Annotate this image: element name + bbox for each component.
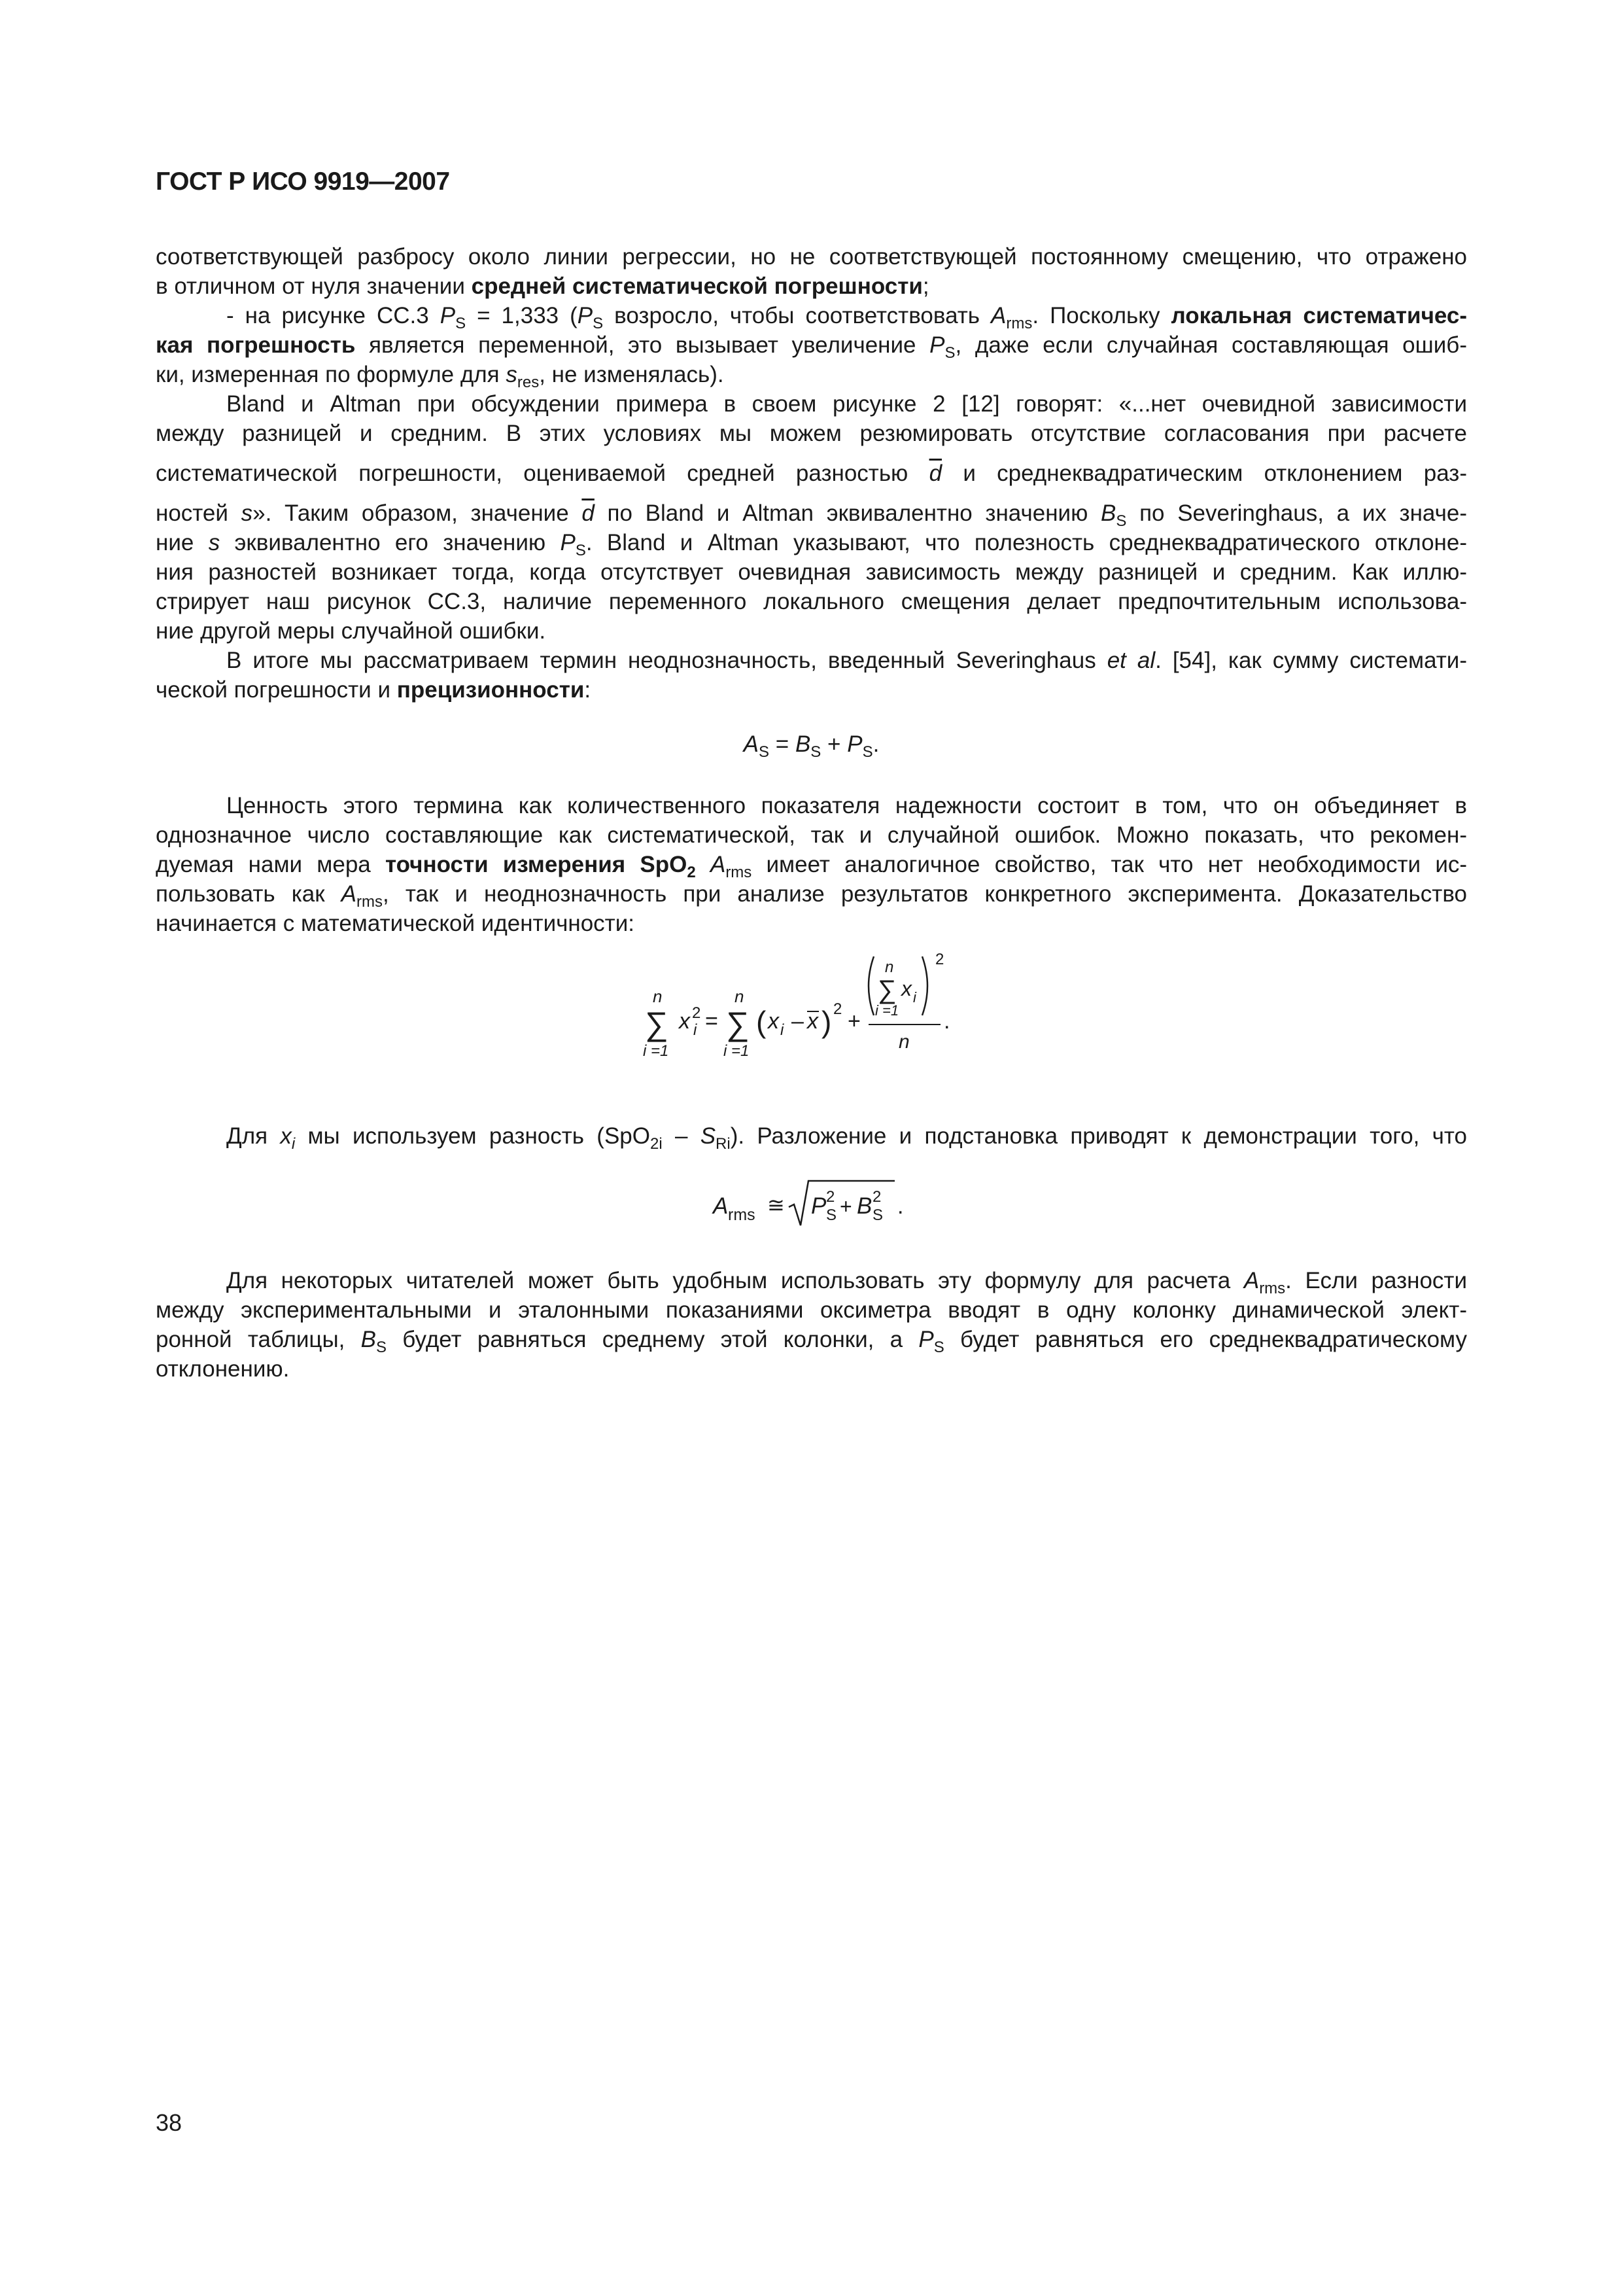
text-span: систематической погрешности, оцениваемой средней разностью (156, 461, 929, 486)
subscript: i (693, 1021, 697, 1039)
text-span: ния разностей возникает тогда, когда отсутствует очевидная зависимость между разницей и средним. Как иллю- (156, 559, 1467, 585)
operator: + (821, 731, 848, 757)
superscript: 2 (833, 1000, 842, 1018)
operator: = (769, 731, 795, 757)
bold-term: локальная систематичес- (1171, 303, 1468, 328)
text-span: ). Разложение и подстановка приводят к демонстрации того, что (730, 1123, 1467, 1149)
text-span: ностей (156, 500, 241, 526)
paragraph-line: ностей s». Таким образом, значение $\overline{d}$ по Bland и Altman эквивалентно значению $B_S$ по Severinghaus, а их значе- (156, 500, 1467, 530)
text-span: Для некоторых читателей может быть удобным использовать эту формулу для расчета (226, 1268, 1244, 1293)
var-B: B (1101, 500, 1116, 526)
big-paren-right (922, 956, 927, 1015)
text-span: , не изменялась). (539, 362, 724, 387)
text-span: стрирует наш рисунок СС.3, наличие переменного локального смещения делает предпочтительным использова- (156, 589, 1467, 614)
var-P: P (560, 530, 576, 555)
document-body (156, 242, 1467, 1384)
paragraph-line (156, 557, 1467, 587)
superscript: 2 (692, 1004, 701, 1022)
text-span: , даже если случайная составляющая ошиб- (955, 332, 1467, 358)
paragraph-line: ронной таблицы, $B_S$ будет равняться среднему этой колонки, а $P_S$ будет равняться его среднеквадратическому (156, 1327, 1467, 1356)
text-span: возросло, чтобы соответствовать (603, 303, 992, 328)
var-d-bar: $\overline{d}$ (929, 461, 942, 486)
paragraph-line (156, 272, 1467, 301)
text-span: = 1,333 ( (466, 303, 578, 328)
var-A: A (743, 731, 759, 757)
var-P: P (440, 303, 456, 328)
sigma-symbol: ∑ (878, 975, 897, 1004)
text-span: Ценность этого термина как количественного показателя надежности состоит в том, что он объединяет в (226, 793, 1467, 818)
text-span: ние (156, 530, 209, 555)
var-x: x (679, 1009, 690, 1034)
text-span: начинается с математической идентичности: (156, 911, 634, 936)
formula-ambiguity: $A_S = B_S + P_S$. (743, 731, 880, 761)
text-span: соответствующей разбросу около линии регрессии, но не соответствующей постоянному смещению, что отражено (156, 244, 1467, 270)
text-span: эквивалентно его значению (220, 530, 561, 555)
text-span: в отличном от нуля значении (156, 273, 472, 299)
paragraph-line (156, 791, 1467, 820)
text-span: Bland и Altman при обсуждении примера в своем рисунке 2 [12] говорят: «...нет очевидной зависимости (226, 391, 1467, 417)
text-span: однозначное число составляющие как систематической, так и случайной ошибок. Можно показать, что рекомен- (156, 822, 1467, 848)
sigma-upper-n: n (885, 958, 894, 976)
subscript: S (872, 1206, 884, 1224)
text-span: В итоге мы рассматриваем термин неоднозначность, введенный Severinghaus (226, 648, 1107, 673)
var-s: s (241, 500, 253, 526)
text-span: пользовать как (156, 881, 341, 907)
paragraph-line (156, 1121, 1467, 1151)
text-span: ние другой меры случайной ошибки. (156, 618, 546, 644)
text-span: будет равняться среднему этой колонки, а (387, 1327, 919, 1352)
paragraph-line: пользовать как $A_{rms}$, так и неоднозначность при анализе результатов конкретного эксперимента. Доказательство (156, 881, 1467, 911)
var-B: B (360, 1327, 376, 1352)
subscript: rms (1259, 1280, 1286, 1297)
paragraph-line (156, 360, 1467, 389)
document-header: ГОСТ Р ИСО 9919—2007 (156, 167, 450, 196)
paragraph-line: - на рисунке СС.3 $P_S = 1,333$ ($P_S$ возросло, чтобы соответствовать $A_{rms}$. Поскольку локальная систематичес- (226, 303, 1468, 332)
text-span: является переменной, это вызывает увеличение (355, 332, 930, 358)
subscript: rms (725, 864, 752, 881)
text-span: имеет аналогичное свойство, так что нет необходимости ис- (752, 852, 1468, 877)
subscript: 2 (687, 864, 696, 881)
period: . (897, 1194, 904, 1219)
text-span: между экспериментальными и эталонными показаниями оксиметра вводят в одну колонку динамической элект- (156, 1297, 1467, 1323)
var-B: B (795, 731, 811, 757)
subscript: i (780, 1021, 784, 1039)
formula-rms-svg (156, 1168, 1467, 1240)
paragraph-line (156, 459, 1467, 488)
text-span: . [54], как сумму системати- (1155, 648, 1468, 673)
bold-term: кая погрешность (156, 332, 356, 358)
var-B: B (857, 1193, 872, 1219)
paragraph-line (156, 646, 1467, 675)
var-x-bar: x (807, 1009, 818, 1034)
sigma-lower: i =1 (875, 1002, 899, 1019)
italic-text: et al (1107, 648, 1156, 673)
subscript: rms (728, 1206, 755, 1224)
paragraph-line: кая погрешность является переменной, это вызывает увеличение $P_S$, даже если случайная составляющая ошиб- (156, 332, 1467, 362)
subscript: S (455, 315, 466, 332)
text-span: отклонению. (156, 1356, 290, 1382)
var-A: A (1243, 1268, 1260, 1293)
subscript: S (1116, 512, 1127, 530)
var-x: x (768, 1009, 779, 1034)
text-span: - на рисунке СС.3 (226, 303, 440, 328)
var-P: P (847, 731, 863, 757)
paren-left: ( (756, 1005, 767, 1039)
var-S: S (700, 1123, 716, 1149)
sigma-upper-n: n (653, 987, 663, 1006)
subscript: Ri (716, 1135, 731, 1153)
operator-minus: – (791, 1009, 804, 1034)
paren-right: ) (821, 1005, 832, 1039)
subscript: 2i (649, 1135, 663, 1153)
paragraph-line (156, 242, 1467, 272)
text-span: между разницей и средним. В этих условиях мы можем резюмировать отсутствие согласования при расчете (156, 421, 1467, 446)
var-P: P (918, 1327, 934, 1352)
paragraph-line (156, 1354, 1467, 1384)
text-span: будет равняться его среднеквадратическому (944, 1327, 1467, 1352)
superscript: 2 (826, 1188, 835, 1206)
sigma-lower: i =1 (643, 1042, 669, 1060)
text-span: ». Таким образом, значение (252, 500, 582, 526)
text-span: Для (226, 1123, 281, 1149)
text-span: мы используем разность (SpO (295, 1123, 650, 1149)
var-x: x (280, 1123, 292, 1149)
formula-rms (156, 1168, 1467, 1240)
sigma-upper-n: n (734, 987, 744, 1006)
superscript: 2 (872, 1188, 882, 1206)
subscript: S (759, 743, 770, 761)
paragraph-line (156, 389, 1467, 419)
superscript: 2 (935, 951, 944, 968)
text-span: . Bland и Altman указывают, что полезность среднеквадратического отклоне- (585, 530, 1467, 555)
var-s: s (506, 362, 517, 387)
big-paren-left (869, 956, 874, 1015)
operator-approx: ≅ (767, 1193, 785, 1217)
text-span: , так и неоднозначность при анализе результатов конкретного эксперимента. Доказательство (383, 881, 1467, 907)
text-span: . Поскольку (1032, 303, 1171, 328)
var-A: A (713, 1193, 729, 1219)
text-span: дуемая нами мера (156, 852, 385, 877)
paragraph-line (156, 616, 1467, 646)
paragraph-line (156, 1295, 1467, 1325)
operator: . (872, 731, 880, 757)
page-number: 38 (156, 2109, 182, 2136)
var-A: A (710, 852, 726, 877)
formula-identity (156, 950, 1467, 1100)
subscript: i (291, 1135, 296, 1153)
text-span: по Bland и Altman эквивалентно значению (594, 500, 1101, 526)
sigma-lower: i =1 (723, 1042, 750, 1060)
paragraph-line (156, 820, 1467, 850)
paragraph-line (156, 850, 1467, 879)
paragraph-line (156, 419, 1467, 448)
sigma-symbol: ∑ (726, 1006, 750, 1042)
subscript: res (517, 374, 540, 391)
operator-plus: + (848, 1009, 861, 1034)
var-A: A (991, 303, 1007, 328)
text-span: ; (922, 273, 929, 299)
text-span: ронной таблицы, (156, 1327, 361, 1352)
paragraph-line (156, 587, 1467, 616)
operator-equals: = (705, 1009, 718, 1034)
text-span: ческой погрешности и (156, 677, 397, 703)
text-span: – (662, 1123, 700, 1149)
formula-identity-svg (156, 950, 1467, 1100)
text-span: ки, измеренная по формуле для (156, 362, 506, 387)
text-span: и среднеквадратическим отклонением раз- (942, 461, 1467, 486)
text-span: : (584, 677, 591, 703)
sigma-symbol: ∑ (645, 1006, 668, 1042)
paragraph-line (156, 909, 1467, 938)
paragraph-line: ние s эквивалентно его значению $P_S$. Bland и Altman указывают, что полезность среднеквадратического отклоне- (156, 530, 1467, 559)
operator-plus: + (840, 1195, 852, 1218)
bold-term: точности измерения SpO (385, 852, 687, 877)
subscript: S (375, 1339, 387, 1356)
denominator-n: n (899, 1031, 910, 1053)
text-span: по Severinghaus, а их значе- (1126, 500, 1467, 526)
subscript: S (826, 1206, 837, 1224)
text-span: . Если разности (1285, 1268, 1467, 1293)
subscript: i (913, 989, 916, 1006)
period: . (944, 1009, 950, 1034)
var-x: x (901, 977, 912, 1000)
paragraph-line (156, 1266, 1467, 1295)
var-P: P (811, 1193, 827, 1219)
paragraph-line (156, 675, 1467, 705)
subscript: rms (1006, 315, 1033, 332)
bold-term: средней систематической погрешности (471, 273, 923, 299)
bold-term: прецизионности (396, 677, 585, 703)
